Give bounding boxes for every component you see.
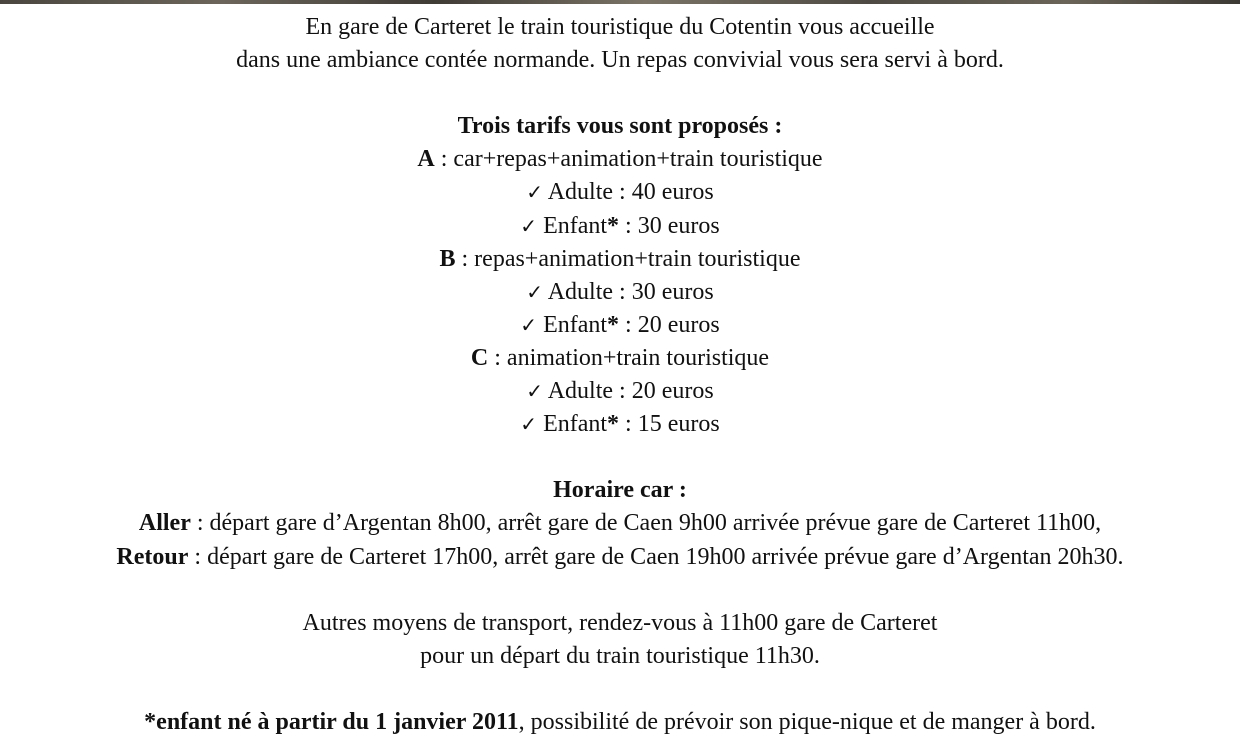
tarif-b-child: ✓ Enfant* : 20 euros <box>520 311 720 338</box>
tarif-a-letter: A <box>417 146 435 173</box>
tarif-b-letter: B <box>439 245 456 272</box>
tarif-c-child: ✓ Enfant* : 15 euros <box>520 411 720 438</box>
spacer <box>0 77 1240 110</box>
document-body <box>0 11 1240 739</box>
spacer <box>0 574 1240 607</box>
check-icon: ✓ <box>520 412 538 437</box>
check-icon: ✓ <box>526 180 544 205</box>
horaire-retour: Retour : départ gare de Carteret 17h00, arrêt gare de Caen 19h00 arrivée prévue gare d’Argentan 20h30. <box>116 543 1124 570</box>
tarif-c-adult: ✓ Adulte : 20 euros <box>526 378 714 405</box>
header-image-strip <box>0 0 1240 4</box>
intro-line-2: dans une ambiance contée normande. Un repas convivial vous sera servi à bord. <box>236 47 1004 74</box>
tarif-c-letter: C <box>470 344 489 371</box>
check-icon: ✓ <box>526 279 544 304</box>
tarif-c-description: C : animation+train touristique <box>470 344 770 371</box>
check-icon: ✓ <box>520 312 538 337</box>
tarif-a-description: A : car+repas+animation+train touristique <box>417 146 823 173</box>
tarif-b-adult: ✓ Adulte : 30 euros <box>526 278 714 305</box>
autres-line-1: Autres moyens de transport, rendez-vous à 11h00 gare de Carteret <box>302 609 938 636</box>
spacer <box>0 673 1240 706</box>
tarif-a-child: ✓ Enfant* : 30 euros <box>520 212 720 239</box>
horaire-aller: Aller : départ gare d’Argentan 8h00, arrêt gare de Caen 9h00 arrivée prévue gare de Carteret 11h00, <box>138 510 1102 537</box>
tarifs-heading: Trois tarifs vous sont proposés : <box>457 113 783 140</box>
check-icon: ✓ <box>526 379 544 404</box>
check-icon: ✓ <box>520 213 538 238</box>
intro-line-1: En gare de Carteret le train touristique du Cotentin vous accueille <box>305 14 935 40</box>
tarif-b-description: B : repas+animation+train touristique <box>439 245 801 272</box>
autres-line-2: pour un départ du train touristique 11h30. <box>420 642 820 669</box>
tarif-a-adult: ✓ Adulte : 40 euros <box>526 179 714 206</box>
spacer <box>0 441 1240 474</box>
horaire-heading: Horaire car : <box>553 477 687 504</box>
child-note: *enfant né à partir du 1 janvier 2011, possibilité de prévoir son pique-nique et de manger à bord. <box>144 708 1096 735</box>
